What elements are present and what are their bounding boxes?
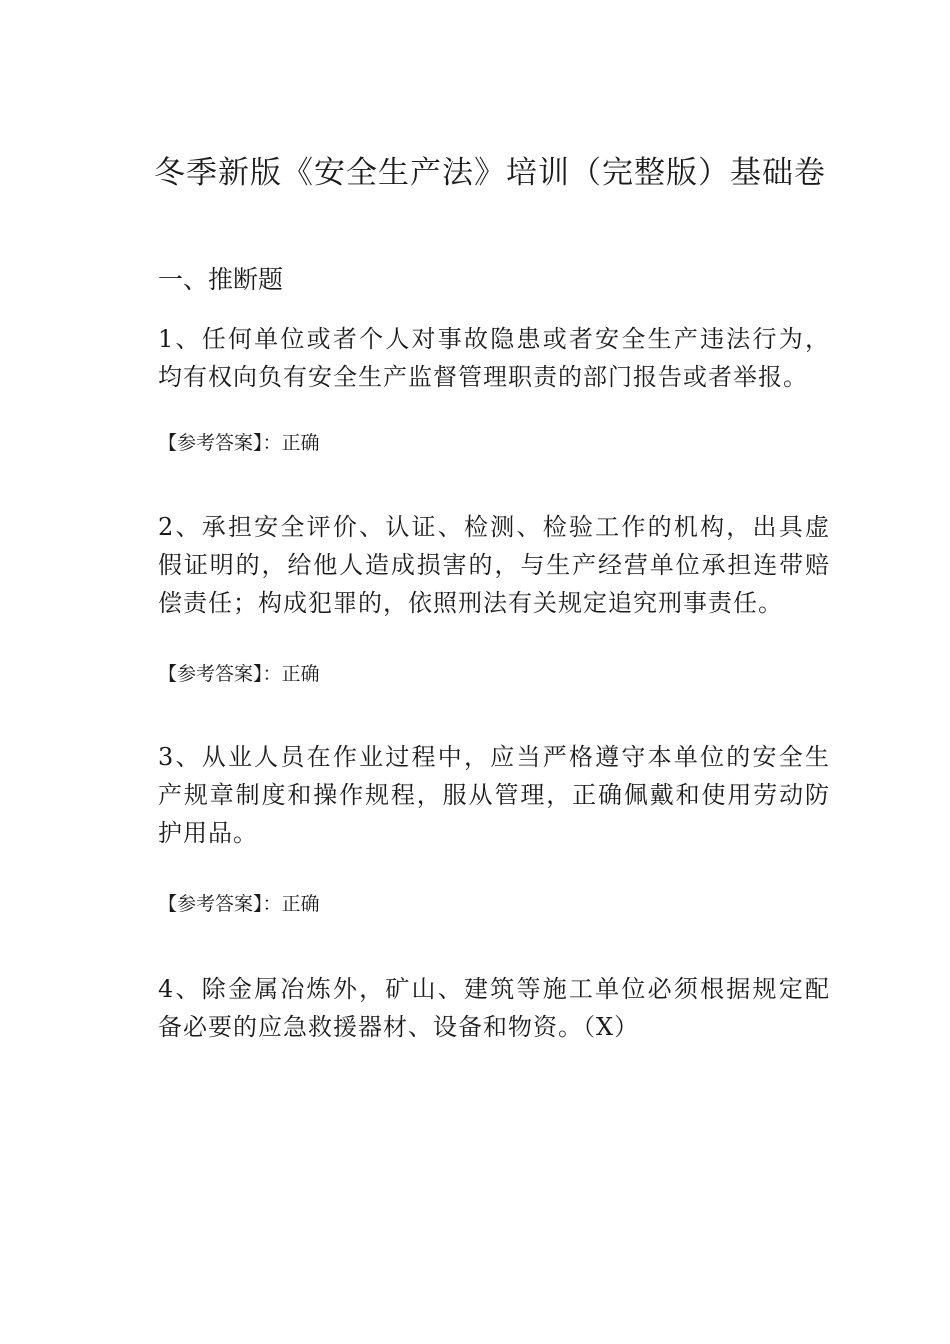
document-title: 冬季新版《安全生产法》培训（完整版）基础卷	[154, 155, 826, 191]
answer-2: 【参考答案】：正确	[158, 663, 320, 685]
question-1: 1、任何单位或者个人对事故隐患或者安全生产违法行为， 均有权向负有安全生产监督管理职责的部门报告或者举报。	[158, 325, 830, 391]
question-3: 3、从业人员在作业过程中，应当严格遵守本单位的安全生 产规章制度和操作规程，服从管理，正确佩戴和使用劳动防 护用品。	[158, 743, 830, 847]
question-2: 2、承担安全评价、认证、检测、检验工作的机构，出具虚 假证明的，给他人造成损害的，与生产经营单位承担连带赔 偿责任；构成犯罪的，依照刑法有关规定追究刑事责任。	[158, 513, 830, 617]
answer-1: 【参考答案】：正确	[158, 432, 320, 454]
answer-3: 【参考答案】：正确	[158, 893, 320, 915]
question-4: 4、除金属冶炼外，矿山、建筑等施工单位必须根据规定配 备必要的应急救援器材、设备和物资。（X）	[158, 975, 830, 1041]
section-heading: 一、推断题	[158, 265, 284, 294]
